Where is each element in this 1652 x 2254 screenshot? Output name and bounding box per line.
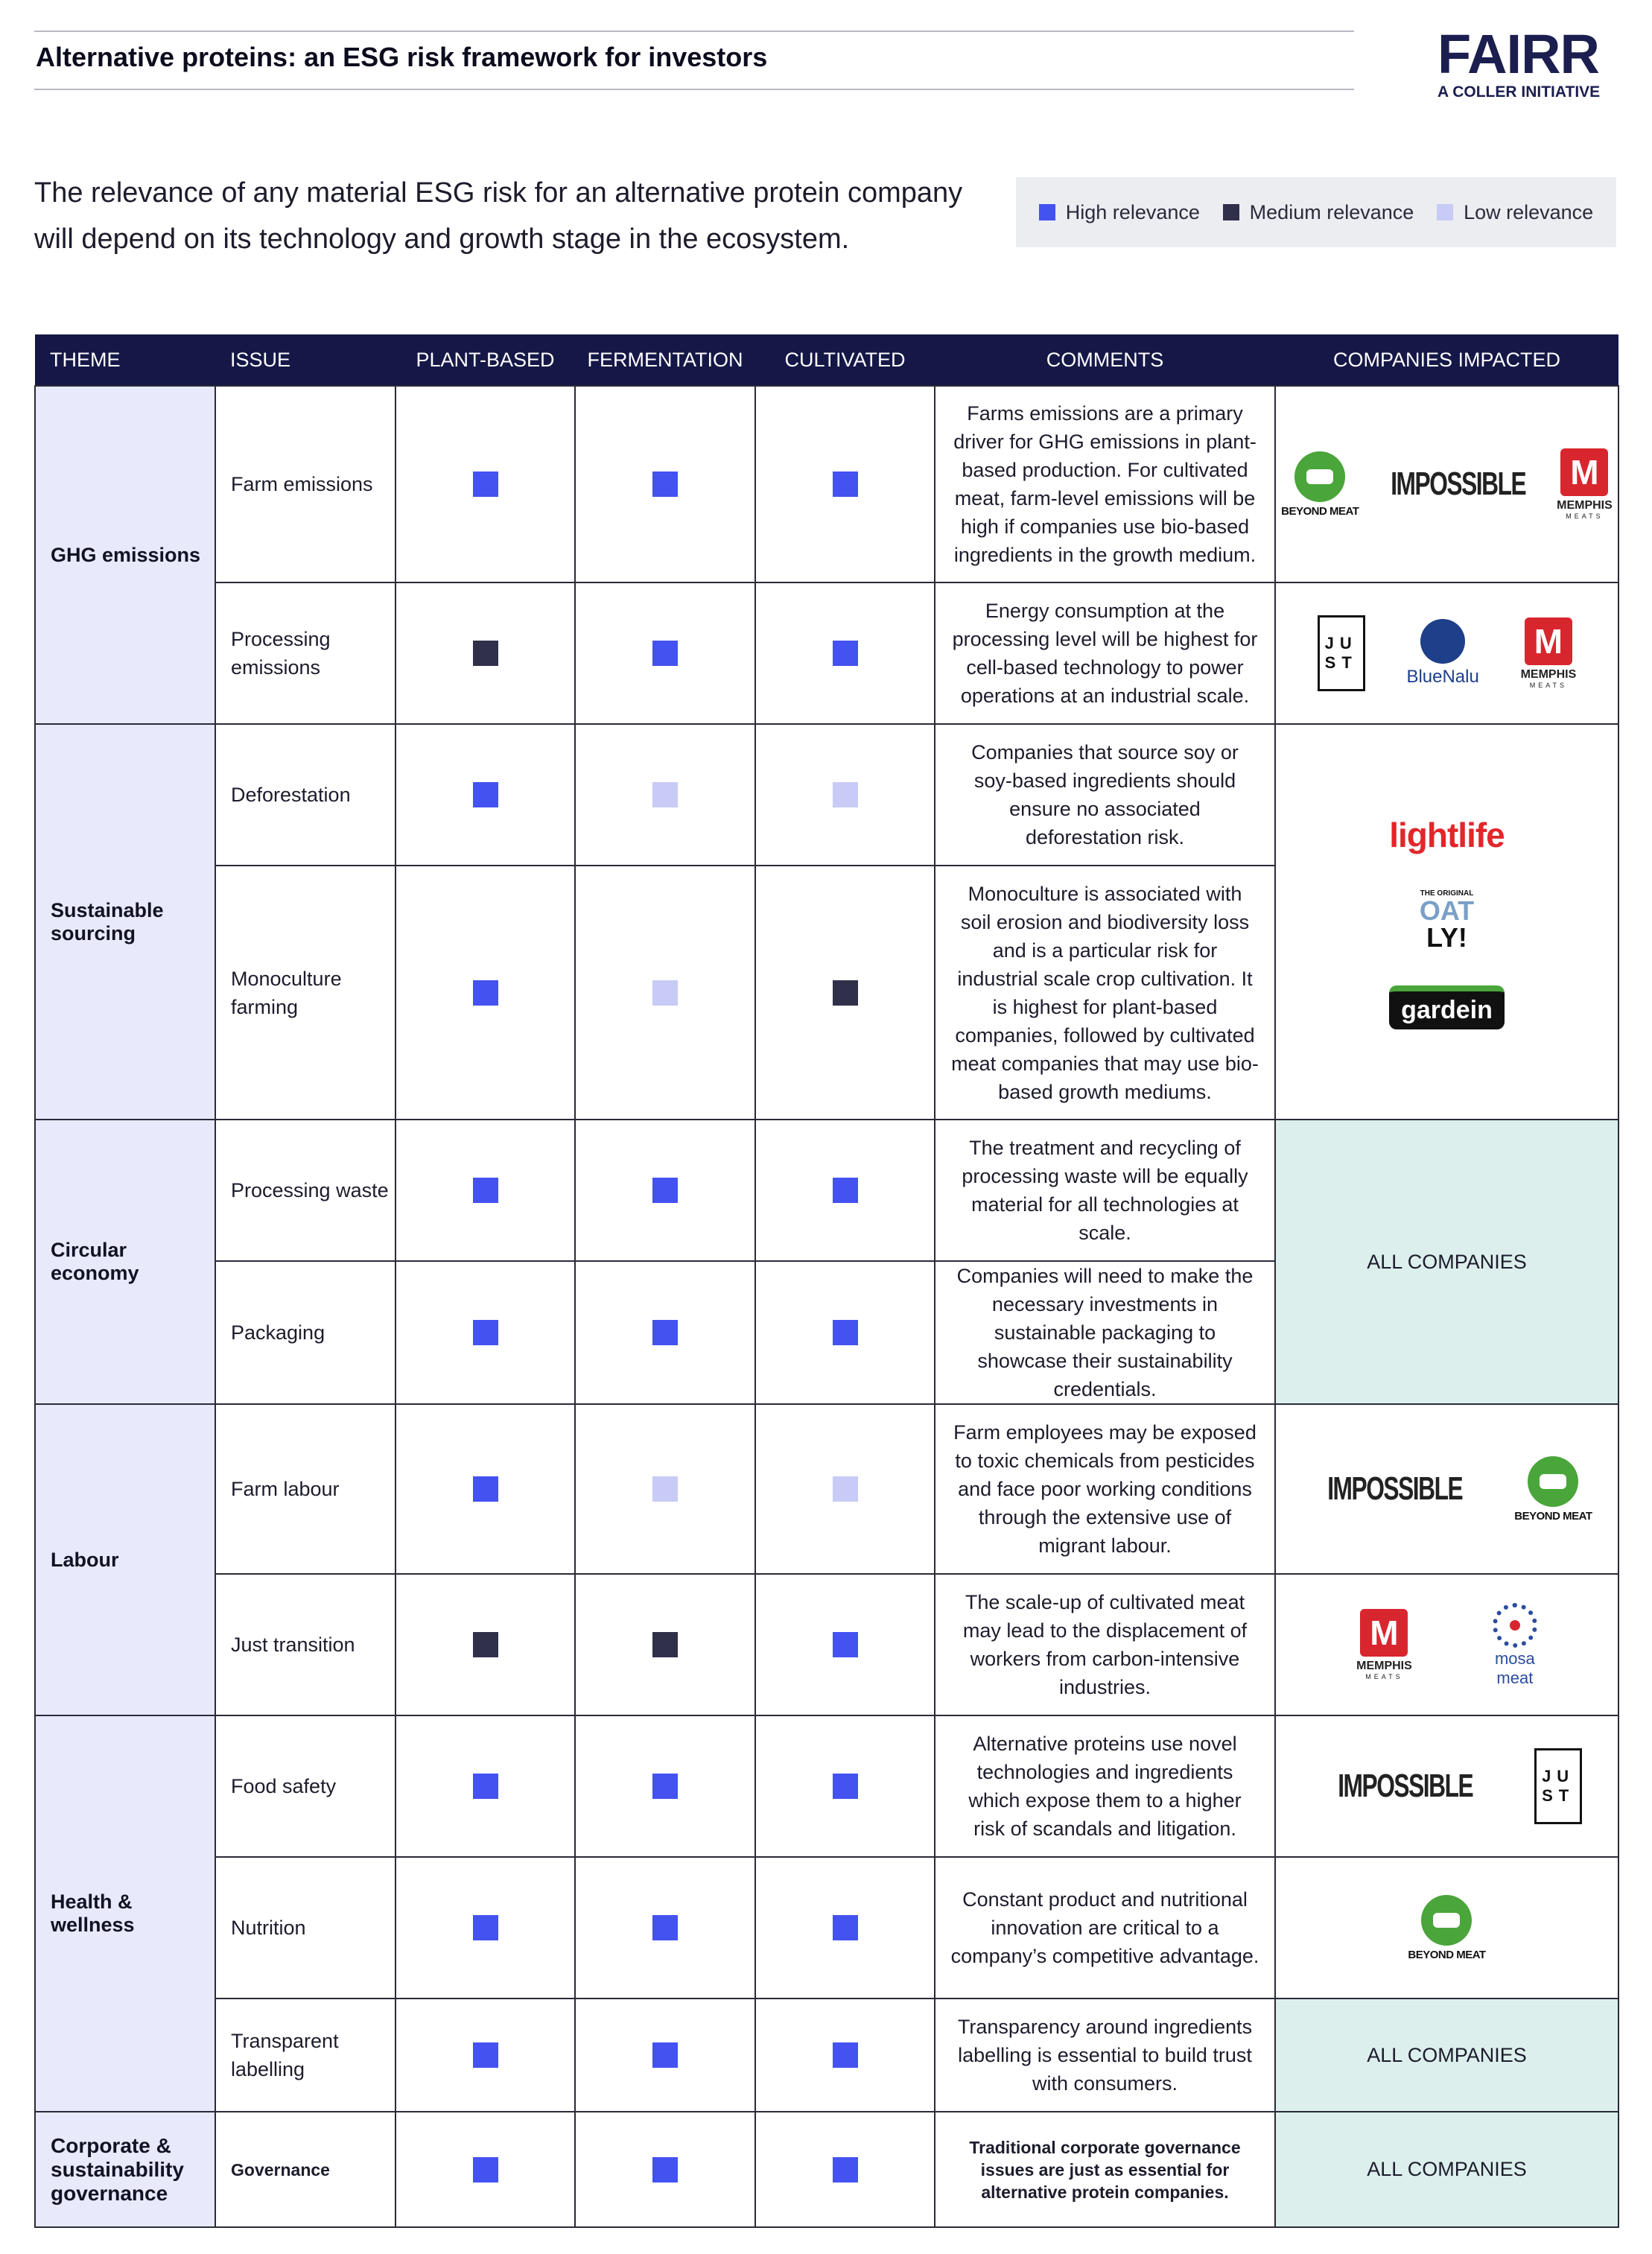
oatly-logo xyxy=(1420,889,1474,951)
comment-cell: Transparency around ingredients labelling is essential to build trust with consumers. xyxy=(935,1999,1275,2112)
high-relevance-marker xyxy=(652,1774,678,1799)
plant-based-cell xyxy=(395,1261,575,1404)
legend-low xyxy=(1437,201,1593,224)
steer-icon xyxy=(1528,1456,1578,1507)
high-relevance-marker xyxy=(473,1915,498,1940)
company-logos xyxy=(1276,615,1618,691)
header-comments: COMMENTS xyxy=(935,334,1275,386)
just-logo xyxy=(1534,1748,1582,1824)
logo-label: JU xyxy=(1324,634,1358,653)
medium-relevance-marker xyxy=(473,1632,498,1657)
fairr-logo-subtitle: A COLLER INITIATIVE xyxy=(1437,83,1601,101)
cultivated-cell xyxy=(755,386,935,582)
header-plant-based: PLANT-BASED xyxy=(395,334,575,386)
cultivated-cell xyxy=(755,1574,935,1715)
medium-relevance-marker xyxy=(652,1632,678,1657)
issue-cell: Food safety xyxy=(215,1715,395,1857)
logo-label: ST xyxy=(1324,653,1358,672)
logo-sublabel: MEATS xyxy=(1365,1673,1403,1680)
high-relevance-marker xyxy=(652,641,678,666)
high-relevance-marker xyxy=(652,2042,678,2068)
cultivated-cell xyxy=(755,2112,935,2227)
high-relevance-marker xyxy=(652,1178,678,1203)
medium-relevance-marker xyxy=(473,641,498,666)
theme-circular-economy: Circular economy xyxy=(35,1120,215,1404)
company-logos xyxy=(1276,448,1618,520)
logo-mark: M xyxy=(1360,1609,1408,1657)
table-row xyxy=(35,1120,1618,1261)
legend-high-swatch xyxy=(1039,204,1055,220)
high-relevance-marker xyxy=(833,1774,858,1799)
logo-mark: M xyxy=(1560,448,1608,496)
fermentation-cell xyxy=(575,1261,755,1404)
document-title: Alternative proteins: an ESG risk framework for investors xyxy=(36,42,768,72)
lightlife-logo: lightlife xyxy=(1389,815,1505,854)
company-logos xyxy=(1276,815,1618,1029)
header-top-rule xyxy=(34,31,1354,32)
issue-cell: Nutrition xyxy=(215,1857,395,1999)
company-logos xyxy=(1276,1456,1618,1523)
steer-icon xyxy=(1294,451,1345,502)
issue-cell: Farm emissions xyxy=(215,386,395,582)
company-logos xyxy=(1276,1895,1618,1961)
table-row xyxy=(35,1999,1618,2112)
fermentation-cell xyxy=(575,2112,755,2227)
steer-icon xyxy=(1421,1895,1472,1946)
company-logos xyxy=(1276,1748,1618,1824)
bluenalu-logo xyxy=(1406,619,1478,688)
table-row xyxy=(35,1857,1618,1999)
intro-text: The relevance of any material ESG risk for an alternative protein company will depend on its technology and growth stage in the ecosystem. xyxy=(34,177,963,255)
plant-based-cell xyxy=(395,2112,575,2227)
all-companies-cell: ALL COMPANIES xyxy=(1275,1999,1618,2112)
companies-cell xyxy=(1275,1574,1618,1715)
cultivated-cell xyxy=(755,1999,935,2112)
high-relevance-marker xyxy=(652,1915,678,1940)
issue-cell: Packaging xyxy=(215,1261,395,1404)
comment-cell: Energy consumption at the processing level will be highest for cell-based technology to power operations at an industrial scale. xyxy=(935,582,1275,724)
fermentation-cell xyxy=(575,866,755,1120)
fermentation-cell xyxy=(575,386,755,582)
issue-cell: Transparent labelling xyxy=(215,1999,395,2112)
comment-cell: Companies that source soy or soy-based ingredients should ensure no associated deforestation risk. xyxy=(935,724,1275,866)
issue-cell: Farm labour xyxy=(215,1404,395,1574)
comment-cell: Companies will need to make the necessary investments in sustainable packaging to showcase their sustainability credentials. xyxy=(935,1261,1275,1404)
plant-based-cell xyxy=(395,724,575,866)
gardein-logo: gardein xyxy=(1389,985,1505,1029)
high-relevance-marker xyxy=(833,1178,858,1203)
legend-high xyxy=(1039,201,1200,224)
comment-cell: Farm employees may be exposed to toxic chemicals from pesticides and face poor working conditions through the extensive use of migrant labour. xyxy=(935,1404,1275,1574)
cultivated-cell xyxy=(755,1857,935,1999)
medium-relevance-marker xyxy=(833,980,858,1006)
issue-cell: Processing emissions xyxy=(215,582,395,724)
plant-based-cell xyxy=(395,1404,575,1574)
wave-icon xyxy=(1420,619,1465,664)
comment-cell: Monoculture is associated with soil erosion and biodiversity loss and is a particular risk for industrial scale crop cultivation. It is highest for plant-based companies, followed by cultivated meat companies that may use bio-based growth mediums. xyxy=(935,866,1275,1120)
companies-cell xyxy=(1275,1404,1618,1574)
fairr-logo-wordmark: FAIRR xyxy=(1437,23,1599,85)
impossible-logo: IMPOSSIBLE xyxy=(1390,466,1525,502)
cultivated-cell xyxy=(755,1404,935,1574)
fairr-logo xyxy=(1437,23,1619,101)
logo-label: OAT xyxy=(1419,895,1475,926)
cultivated-cell xyxy=(755,1715,935,1857)
issue-cell: Processing waste xyxy=(215,1120,395,1261)
all-companies-cell: ALL COMPANIES xyxy=(1275,1120,1618,1404)
high-relevance-marker xyxy=(833,1915,858,1940)
header-companies-impacted: COMPANIES IMPACTED xyxy=(1275,334,1618,386)
low-relevance-marker xyxy=(652,1476,678,1502)
table-row xyxy=(35,724,1618,866)
cultivated-cell xyxy=(755,866,935,1120)
impossible-logo: IMPOSSIBLE xyxy=(1338,1768,1473,1804)
high-relevance-marker xyxy=(473,2042,498,2068)
low-relevance-marker xyxy=(833,782,858,807)
logo-label: BEYOND MEAT xyxy=(1281,504,1359,518)
fermentation-cell xyxy=(575,1999,755,2112)
table-row xyxy=(35,386,1618,582)
logo-label: mosa xyxy=(1494,1649,1535,1668)
logo-sublabel: MEATS xyxy=(1566,512,1604,520)
plant-based-cell xyxy=(395,582,575,724)
high-relevance-marker xyxy=(833,2157,858,2182)
fermentation-cell xyxy=(575,582,755,724)
plant-based-cell xyxy=(395,1857,575,1999)
high-relevance-marker xyxy=(652,472,678,497)
beyond-meat-logo xyxy=(1408,1895,1485,1961)
logo-label: MEMPHIS xyxy=(1356,1660,1412,1672)
high-relevance-marker xyxy=(473,782,498,807)
memphis-meats-logo xyxy=(1521,618,1577,689)
comment-cell: Alternative proteins use novel technologies and ingredients which expose them to a higher risk of scandals and litigation. xyxy=(935,1715,1275,1857)
logo-label: meat xyxy=(1496,1669,1534,1687)
cultivated-cell xyxy=(755,724,935,866)
high-relevance-marker xyxy=(473,2157,498,2182)
table-row xyxy=(35,2112,1618,2227)
logo-label: MEMPHIS xyxy=(1557,499,1613,512)
low-relevance-marker xyxy=(652,782,678,807)
logo-label: BlueNalu xyxy=(1406,667,1479,687)
companies-cell xyxy=(1275,582,1618,724)
comment-cell: Farms emissions are a primary driver for GHG emissions in plant-based production. For cultivated meat, farm-level emissions will be high if companies use bio-based ingredients in the growth medium. xyxy=(935,386,1275,582)
logo-label: BEYOND MEAT xyxy=(1408,1948,1486,1961)
legend-medium-swatch xyxy=(1223,204,1239,220)
table-row xyxy=(35,582,1618,724)
theme-sustainable-sourcing: Sustainable sourcing xyxy=(35,724,215,1120)
issue-cell: Deforestation xyxy=(215,724,395,866)
legend-medium xyxy=(1223,201,1414,224)
high-relevance-marker xyxy=(833,1632,858,1657)
header-issue: ISSUE xyxy=(215,334,395,386)
fermentation-cell xyxy=(575,1120,755,1261)
fermentation-cell xyxy=(575,1857,755,1999)
high-relevance-marker xyxy=(473,980,498,1006)
theme-labour: Labour xyxy=(35,1404,215,1715)
all-companies-cell: ALL COMPANIES xyxy=(1275,2112,1618,2227)
high-relevance-marker xyxy=(473,1774,498,1799)
beyond-meat-logo xyxy=(1514,1456,1592,1523)
high-relevance-marker xyxy=(473,1320,498,1345)
low-relevance-marker xyxy=(652,980,678,1006)
plant-based-cell xyxy=(395,386,575,582)
issue-cell: Just transition xyxy=(215,1574,395,1715)
high-relevance-marker xyxy=(473,1178,498,1203)
comment-cell: Constant product and nutritional innovation are critical to a company’s competitive advantage. xyxy=(935,1857,1275,1999)
logo-label: ST xyxy=(1542,1786,1575,1805)
memphis-meats-logo xyxy=(1356,1609,1412,1680)
logo-label: BEYOND MEAT xyxy=(1514,1509,1592,1523)
esg-risk-table xyxy=(34,334,1619,2228)
comment-cell: Traditional corporate governance issues are just as essential for alternative protein companies. xyxy=(935,2112,1275,2227)
issue-cell: Governance xyxy=(215,2112,395,2227)
high-relevance-marker xyxy=(833,641,858,666)
logo-mark: M xyxy=(1525,618,1572,665)
fermentation-cell xyxy=(575,1715,755,1857)
comment-cell: The scale-up of cultivated meat may lead to the displacement of workers from carbon-intensive industries. xyxy=(935,1574,1275,1715)
cultivated-cell xyxy=(755,582,935,724)
high-relevance-marker xyxy=(833,2042,858,2068)
theme-health-wellness: Health & wellness xyxy=(35,1715,215,2112)
logo-label: MEMPHIS xyxy=(1520,668,1577,681)
fermentation-cell xyxy=(575,724,755,866)
high-relevance-marker xyxy=(833,1320,858,1345)
plant-based-cell xyxy=(395,1574,575,1715)
legend-medium-label: Medium relevance xyxy=(1249,200,1414,223)
legend-low-swatch xyxy=(1437,204,1453,220)
high-relevance-marker xyxy=(652,1320,678,1345)
companies-cell xyxy=(1275,724,1618,1120)
company-logos xyxy=(1276,1603,1618,1686)
header-theme: THEME xyxy=(35,334,215,386)
plant-based-cell xyxy=(395,1715,575,1857)
legend-high-label: High relevance xyxy=(1065,200,1200,223)
header-fermentation: FERMENTATION xyxy=(575,334,755,386)
high-relevance-marker xyxy=(473,472,498,497)
fermentation-cell xyxy=(575,1404,755,1574)
logo-sublabel: THE ORIGINAL xyxy=(1420,889,1474,898)
comment-cell: The treatment and recycling of processing waste will be equally material for all technologies at scale. xyxy=(935,1120,1275,1261)
fermentation-cell xyxy=(575,1574,755,1715)
issue-cell: Monoculture farming xyxy=(215,866,395,1120)
header-cultivated: CULTIVATED xyxy=(755,334,935,386)
companies-cell xyxy=(1275,1857,1618,1999)
beyond-meat-logo xyxy=(1281,451,1359,518)
theme-ghg-emissions: GHG emissions xyxy=(35,386,215,724)
cultivated-cell xyxy=(755,1120,935,1261)
logo-sublabel: MEATS xyxy=(1529,682,1568,689)
theme-governance: Corporate & sustainability governance xyxy=(35,2112,215,2227)
companies-cell xyxy=(1275,386,1618,582)
header-bottom-rule xyxy=(34,89,1354,90)
memphis-meats-logo xyxy=(1557,448,1613,520)
companies-cell xyxy=(1275,1715,1618,1857)
logo-label: LY! xyxy=(1426,921,1467,953)
mosa-meat-logo xyxy=(1493,1603,1537,1686)
cultivated-cell xyxy=(755,1261,935,1404)
plant-based-cell xyxy=(395,1999,575,2112)
logo-label: JU xyxy=(1542,1767,1575,1785)
table-row xyxy=(35,1715,1618,1857)
table-header-row xyxy=(35,334,1618,386)
just-logo xyxy=(1318,615,1365,691)
plant-based-cell xyxy=(395,1120,575,1261)
high-relevance-marker xyxy=(833,472,858,497)
relevance-legend xyxy=(1016,177,1616,247)
impossible-logo: IMPOSSIBLE xyxy=(1327,1470,1463,1507)
high-relevance-marker xyxy=(652,2157,678,2182)
high-relevance-marker xyxy=(473,1476,498,1502)
plant-based-cell xyxy=(395,866,575,1120)
low-relevance-marker xyxy=(833,1476,858,1502)
table-row xyxy=(35,1404,1618,1574)
table-row xyxy=(35,1574,1618,1715)
cell-cluster-icon xyxy=(1493,1603,1537,1648)
legend-low-label: Low relevance xyxy=(1464,200,1594,223)
